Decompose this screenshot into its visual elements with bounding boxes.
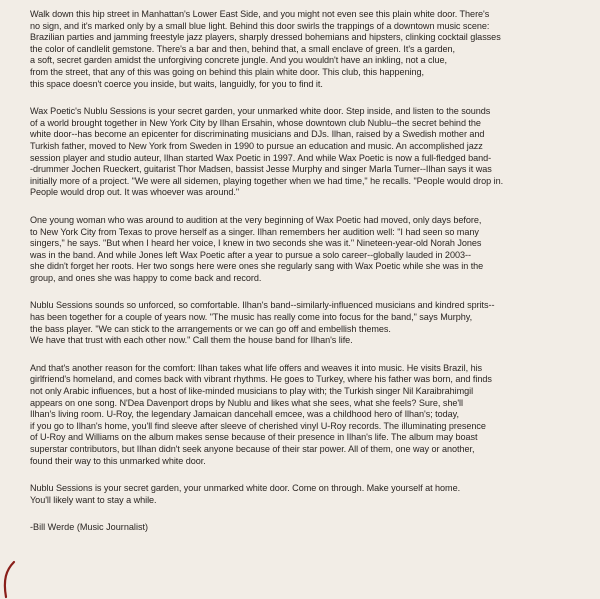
paragraph-6: [30, 483, 590, 506]
text-line: superstar contributors, but Ilhan didn't seek anyone because of their star power. All of them, one way or another,: [30, 444, 475, 454]
text-line: white door--has become an epicenter for discriminating musicians and DJs. Ilhan, raised by a Swedish mother and: [30, 129, 485, 140]
decorative-swirl-mark: [0, 560, 18, 599]
text-line: not only Arabic influences, but a host of like-minded musicians to play with; the Turkish singer Nil Karaibrahimgil: [30, 386, 474, 397]
text-line: the color of candlelit gemstone. There's a bar and then, behind that, a small enclave of green. It's a garden,: [30, 43, 455, 54]
text-line: One young woman who was around to audition at the very beginning of Wax Poetic had moved, only days before,: [30, 214, 482, 225]
text-line: Wax Poetic's Nublu Sessions is your secret garden, your unmarked white door. Step inside, and listen to the sounds: [30, 106, 491, 117]
text-line: has been together for a couple of years now. "The music has really come into focus for the band," says Murphy,: [30, 312, 473, 323]
text-line: the bass player. "We can stick to the arrangements or we can go off and embellish themes.: [30, 323, 391, 334]
text-line: girlfriend's homeland, and comes back with vibrant rhythms. He goes to Turkey, where his father was born, and finds: [30, 374, 492, 385]
paragraph-1: [30, 9, 590, 90]
text-line: And that's another reason for the comfort: Ilhan takes what life offers and weaves it into music. He visits Brazil, his: [30, 362, 483, 373]
paragraph-3: [30, 215, 590, 285]
text-line: -drummer Jochen Rueckert, guitarist Thor Madsen, bassist Jesse Murphy and singer Marla Turner--Ilhan says it was: [30, 164, 492, 175]
text-line: of U-Roy and Williams on the album makes sense because of their presence in Ilhan's life. The album may boast: [30, 432, 478, 443]
text-line: Turkish father, moved to New York from Sweden in 1990 to pursue an education and music. An accomplished jazz: [30, 140, 483, 151]
text-line: Ilhan's living room. U-Roy, the legendary Jamaican dancehall emcee, was a childhood hero of Ilhan's; today,: [30, 409, 459, 420]
text-line: You'll likely want to stay a while.: [30, 494, 157, 505]
paragraph-4: [30, 300, 590, 346]
text-line: a soft, secret garden amidst the unforgiving concrete jungle. And you wouldn't have an inkling, not a clue,: [30, 55, 447, 66]
text-line: session player and studio auteur, Ilhan started Wax Poetic in 1997. And while Wax Poetic is now a full-fledged band-: [30, 152, 492, 163]
text-line: Brazilian parties and jamming freestyle jazz players, sharply dressed bohemians and hipsters, clinking cocktail glasses: [30, 32, 501, 43]
text-line: to New York City from Texas to prove herself as a singer. Ilhan remembers her audition well: "I had seen so many: [30, 226, 479, 237]
text-line: was in the band. And while Jones left Wax Poetic after a year to pursue a solo career--globally lauded in 2003--: [30, 249, 471, 260]
text-line: Walk down this hip street in Manhattan's Lower East Side, and you might not even see this plain white door. There's: [30, 9, 490, 19]
paragraph-2: [30, 106, 590, 199]
text-line: this space doesn't coerce you inside, but waits, languidly, for you to find it.: [30, 78, 323, 89]
text-line: initially more of a project. "We were all sidemen, playing together when we had time," he recalls. "People would drop in.: [30, 175, 504, 186]
text-line: found their way to this unmarked white door.: [30, 455, 206, 466]
liner-notes-page: [30, 9, 590, 534]
text-line: group, and ones she was happy to come back and record.: [30, 272, 262, 283]
text-line: of a world brought together in New York City by Ilhan Ersahin, whose downtown club Nublu--the secret behind the: [30, 117, 481, 128]
text-line: We have that trust with each other now." Call them the house band for Ilhan's life.: [30, 335, 353, 346]
text-line: if you go to Ilhan's home, you'll find sleeve after sleeve of cherished vinyl U-Roy records. The illuminating presence: [30, 420, 486, 431]
text-line: she didn't forget her roots. Her two songs here were ones she regularly sang with Wax Poetic while she was in the: [30, 261, 484, 272]
text-line: from the street, that any of this was going on behind this plain white door. This club, this happening,: [30, 66, 425, 77]
text-line: appears on one song. N'Dea Davenport drops by Nublu and likes what she sees, what she feels? Sure, she'll: [30, 397, 463, 408]
author-signature: -Bill Werde (Music Journalist): [30, 522, 149, 533]
text-line: Nublu Sessions is your secret garden, your unmarked white door. Come on through. Make yourself at home.: [30, 483, 461, 494]
paragraph-5: [30, 363, 590, 467]
text-line: singers," he says. "But when I heard her voice, I knew in two seconds she was it." Nineteen-year-old Norah Jones: [30, 238, 482, 249]
text-line: People would drop out. It was whoever was around.": [30, 187, 239, 198]
text-line: no sign, and it's marked only by a small blue light. Behind this door swirls the trappings of a downtown music scene:: [30, 20, 490, 31]
text-line: Nublu Sessions sounds so unforced, so comfortable. Ilhan's band--similarly-influenced musicians and kindred sprits--: [30, 300, 495, 311]
